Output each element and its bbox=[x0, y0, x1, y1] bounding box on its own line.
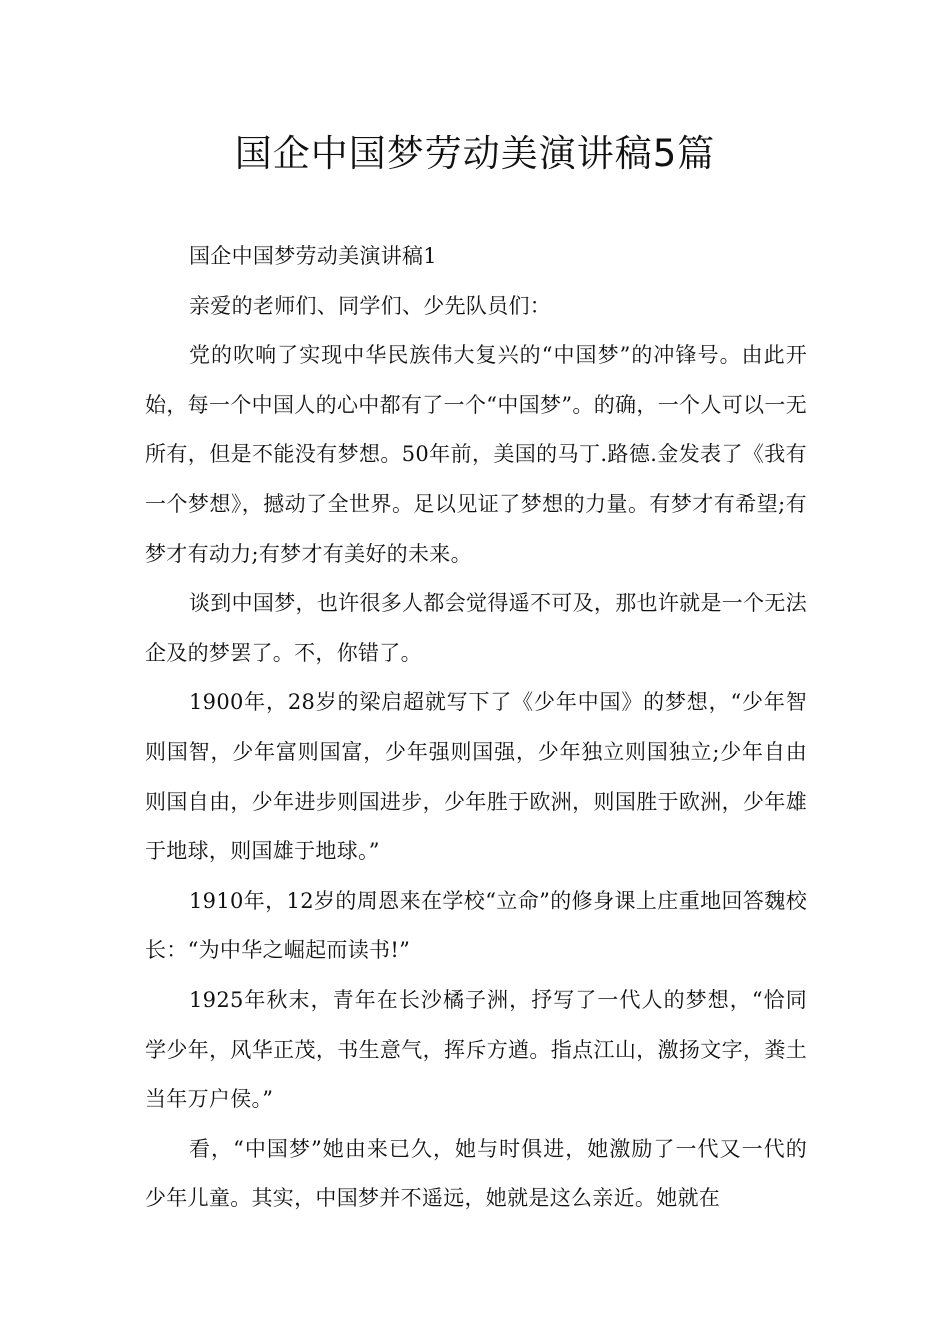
paragraph: 1925年秋末，青年在长沙橘子洲，抒写了一代人的梦想，“恰同学少年，风华正茂，书生意气，挥斥方遒。指点江山，激扬文字，粪土当年万户侯。” bbox=[145, 987, 807, 1112]
paragraph: 1900年，28岁的梁启超就写下了《少年中国》的梦想，“少年智则国智，少年富则国富，少年强则国强，少年独立则国独立;少年自由则国自由，少年进步则国进步，少年胜于欧洲，则国胜于欧洲，少年雄于地球，则国雄于地球。” bbox=[145, 690, 807, 864]
document-body bbox=[145, 232, 807, 1224]
salutation: 亲爱的老师们、同学们、少先队员们： bbox=[189, 293, 552, 318]
paragraph: 谈到中国梦，也许很多人都会觉得遥不可及，那也许就是一个无法企及的梦罢了。不，你错了。 bbox=[145, 591, 807, 665]
paragraph: 看，“中国梦”她由来已久，她与时俱进，她激励了一代又一代的少年儿童。其实，中国梦并不遥远，她就是这么亲近。她就在 bbox=[145, 1136, 807, 1211]
paragraph: 党的吹响了实现中华民族伟大复兴的“中国梦”的冲锋号。由此开始，每一个中国人的心中都有了一个“中国梦”。的确，一个人可以一无所有，但是不能没有梦想。50年前，美国的马丁.路德.金发表了《我有一个梦想》，撼动了全世界。足以见证了梦想的力量。有梦才有希望;有梦才有动力;有梦才有美好的未来。 bbox=[145, 343, 807, 566]
paragraph: 1910年，12岁的周恩来在学校“立命”的修身课上庄重地回答魏校长：“为中华之崛起而读书!” bbox=[145, 888, 807, 963]
document-title: 国企中国梦劳动美演讲稿5篇 bbox=[234, 132, 716, 175]
section-heading: 国企中国梦劳动美演讲稿1 bbox=[189, 244, 437, 268]
